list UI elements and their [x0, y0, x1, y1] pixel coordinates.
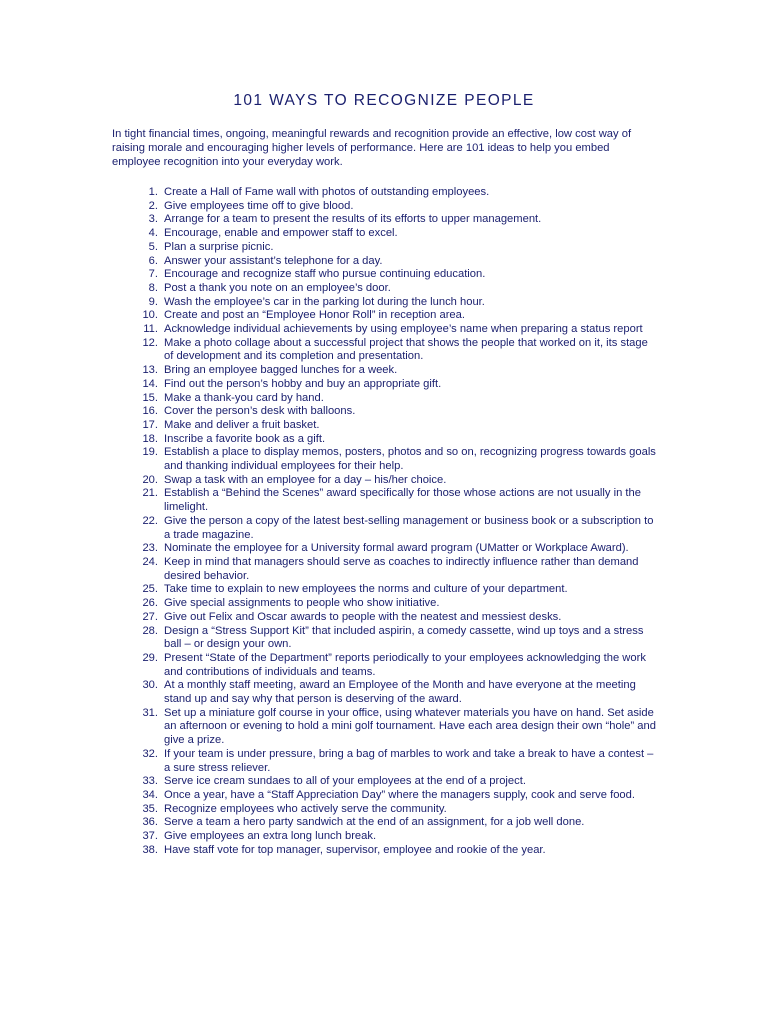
list-item-text: Recognize employees who actively serve the community.: [164, 802, 447, 815]
list-item-number: 3.: [148, 213, 158, 226]
list-item-number: 27.: [142, 610, 158, 623]
list-item: [112, 213, 672, 227]
list-item-text: Give out Felix and Oscar awards to people with the neatest and messiest desks.: [164, 610, 562, 623]
list-item: [112, 542, 672, 556]
list-item-text: If your team is under pressure, bring a bag of marbles to work and take a break to have a contest – a sure stress reliever.: [164, 747, 654, 774]
list-item: [112, 816, 672, 830]
list-item-text: Give special assignments to people who show initiative.: [164, 597, 440, 610]
list-item-number: 1.: [148, 186, 158, 198]
list-item: [112, 679, 672, 706]
list-item-number: 7.: [148, 268, 158, 281]
list-item-text: Give employees an extra long lunch break.: [164, 830, 377, 843]
list-item: [112, 364, 672, 378]
list-item-number: 37.: [142, 830, 158, 843]
list-item-number: 8.: [148, 281, 158, 294]
list-item-number: 4.: [148, 227, 158, 240]
list-item-number: 6.: [148, 254, 158, 267]
list-item: [112, 392, 672, 406]
list-item-text: Cover the person’s desk with balloons.: [164, 405, 356, 418]
list-item: [112, 474, 672, 488]
list-item-text: Answer your assistant’s telephone for a day.: [164, 254, 383, 267]
list-item-text: Have staff vote for top manager, supervisor, employee and rookie of the year.: [164, 843, 546, 856]
list-item-number: 30.: [142, 679, 158, 692]
list-item-text: Arrange for a team to present the results of its efforts to upper management.: [164, 213, 542, 226]
list-item-text: Inscribe a favorite book as a gift.: [164, 432, 326, 445]
list-item-number: 23.: [142, 542, 158, 555]
list-item-number: 35.: [142, 802, 158, 815]
list-item-number: 19.: [142, 446, 158, 459]
list-item-number: 17.: [142, 418, 158, 431]
list-item: [112, 227, 672, 241]
list-item-number: 5.: [148, 240, 158, 253]
list-item-text: Design a “Stress Support Kit” that included aspirin, a comedy cassette, wind up toys and a stress ball – or design your own.: [164, 624, 644, 651]
list-item-number: 38.: [142, 843, 158, 856]
list-item-text: Swap a task with an employee for a day – his/her choice.: [164, 473, 447, 486]
list-item-text: At a monthly staff meeting, award an Employee of the Month and have everyone at the meeting stand up and say why that person is deserving of the award.: [164, 679, 636, 706]
list-item-text: Bring an employee bagged lunches for a week.: [164, 364, 398, 377]
list-item: [112, 748, 672, 775]
list-item: [112, 556, 672, 583]
list-item-number: 22.: [142, 514, 158, 527]
list-item: [112, 597, 672, 611]
list-item-number: 21.: [142, 487, 158, 500]
list-item-text: Take time to explain to new employees the norms and culture of your department.: [164, 583, 568, 596]
list-item-text: Wash the employee’s car in the parking lot during the lunch hour.: [164, 295, 485, 308]
list-item: [112, 255, 672, 269]
list-item-text: Encourage and recognize staff who pursue continuing education.: [164, 268, 486, 281]
list-item-text: Find out the person’s hobby and buy an appropriate gift.: [164, 377, 442, 390]
list-item: [112, 446, 672, 473]
list-item-number: 32.: [142, 747, 158, 760]
list-item-number: 15.: [142, 391, 158, 404]
list-item: [112, 337, 672, 364]
list-item: [112, 378, 672, 392]
list-item: [112, 775, 672, 789]
list-item-text: Create a Hall of Fame wall with photos of outstanding employees.: [164, 186, 490, 198]
list-item-number: 14.: [142, 377, 158, 390]
list-item-text: Make a photo collage about a successful project that shows the people that worked on it, its stage of development and its completion and presentation.: [164, 336, 648, 363]
ideas-list: [112, 186, 672, 857]
list-item: [112, 625, 672, 652]
list-item: [112, 419, 672, 433]
list-item-number: 33.: [142, 775, 158, 788]
list-item-text: Post a thank you note on an employee’s door.: [164, 281, 391, 294]
list-item-text: Set up a miniature golf course in your office, using whatever materials you have on hand. Set aside an afternoon or evening to hold a mini golf tournament. Have each area design their own “hole” and give a prize.: [164, 706, 656, 747]
list-item-number: 2.: [148, 199, 158, 212]
list-item: [112, 433, 672, 447]
list-item-text: Create and post an “Employee Honor Roll” in reception area.: [164, 309, 465, 322]
list-item-number: 28.: [142, 624, 158, 637]
list-item-text: Make a thank-you card by hand.: [164, 391, 324, 404]
list-item-text: Serve ice cream sundaes to all of your employees at the end of a project.: [164, 775, 526, 788]
list-item-text: Encourage, enable and empower staff to excel.: [164, 227, 398, 240]
list-item: [112, 789, 672, 803]
list-item-text: Present “State of the Department” reports periodically to your employees acknowledging the work and contributions of individuals and teams.: [164, 651, 646, 678]
list-item-text: Serve a team a hero party sandwich at the end of an assignment, for a job well done.: [164, 816, 585, 829]
list-item-text: Establish a “Behind the Scenes” award specifically for those whose actions are not usually in the limelight.: [164, 487, 641, 514]
list-item: [112, 323, 672, 337]
list-item-text: Give the person a copy of the latest best-selling management or business book or a subscription to a trade magazine.: [164, 514, 654, 541]
list-item-number: 10.: [142, 309, 158, 322]
list-item-text: Give employees time off to give blood.: [164, 199, 354, 212]
list-item-number: 24.: [142, 555, 158, 568]
document-title: 101 WAYS TO RECOGNIZE PEOPLE: [233, 92, 535, 109]
list-item: [112, 515, 672, 542]
list-item-number: 9.: [148, 295, 158, 308]
list-item-text: Plan a surprise picnic.: [164, 240, 274, 253]
list-item-text: Acknowledge individual achievements by using employee’s name when preparing a status report: [164, 323, 643, 336]
list-item: [112, 309, 672, 323]
list-item-number: 20.: [142, 473, 158, 486]
list-item: [112, 186, 672, 200]
list-item: [112, 296, 672, 310]
list-item: [112, 487, 672, 514]
list-item: [112, 652, 672, 679]
list-item: [112, 282, 672, 296]
list-item-number: 12.: [142, 336, 158, 349]
list-item: [112, 707, 672, 748]
list-item: [112, 268, 672, 282]
list-item: [112, 803, 672, 817]
list-item-number: 26.: [142, 597, 158, 610]
list-item-text: Make and deliver a fruit basket.: [164, 418, 320, 431]
list-item: [112, 200, 672, 214]
list-item-number: 18.: [142, 432, 158, 445]
list-item: [112, 405, 672, 419]
list-item: [112, 611, 672, 625]
list-item: [112, 844, 672, 858]
list-item-number: 16.: [142, 405, 158, 418]
list-item-text: Establish a place to display memos, posters, photos and so on, recognizing progress towards goals and thanking individual employees for their help.: [164, 446, 656, 473]
list-item-number: 31.: [142, 706, 158, 719]
list-item: [112, 830, 672, 844]
list-item-text: Keep in mind that managers should serve as coaches to indirectly influence rather than demand desired behavior.: [164, 555, 639, 582]
list-item-number: 34.: [142, 788, 158, 801]
list-item-number: 29.: [142, 651, 158, 664]
list-item-text: Once a year, have a “Staff Appreciation Day” where the managers supply, cook and serve food.: [164, 788, 635, 801]
list-item-number: 11.: [143, 323, 158, 336]
list-item: [112, 583, 672, 597]
list-item-text: Nominate the employee for a University formal award program (UMatter or Workplace Award).: [164, 542, 629, 555]
list-item-number: 36.: [142, 816, 158, 829]
list-item-number: 13.: [142, 364, 158, 377]
list-item: [112, 241, 672, 255]
list-item-number: 25.: [142, 583, 158, 596]
intro-paragraph: In tight financial times, ongoing, meaningful rewards and recognition provide an effective, low cost way of raising morale and encouraging higher levels of performance. Here are 101 ideas to help you embed employee recognition into your everyday work.: [112, 128, 632, 168]
